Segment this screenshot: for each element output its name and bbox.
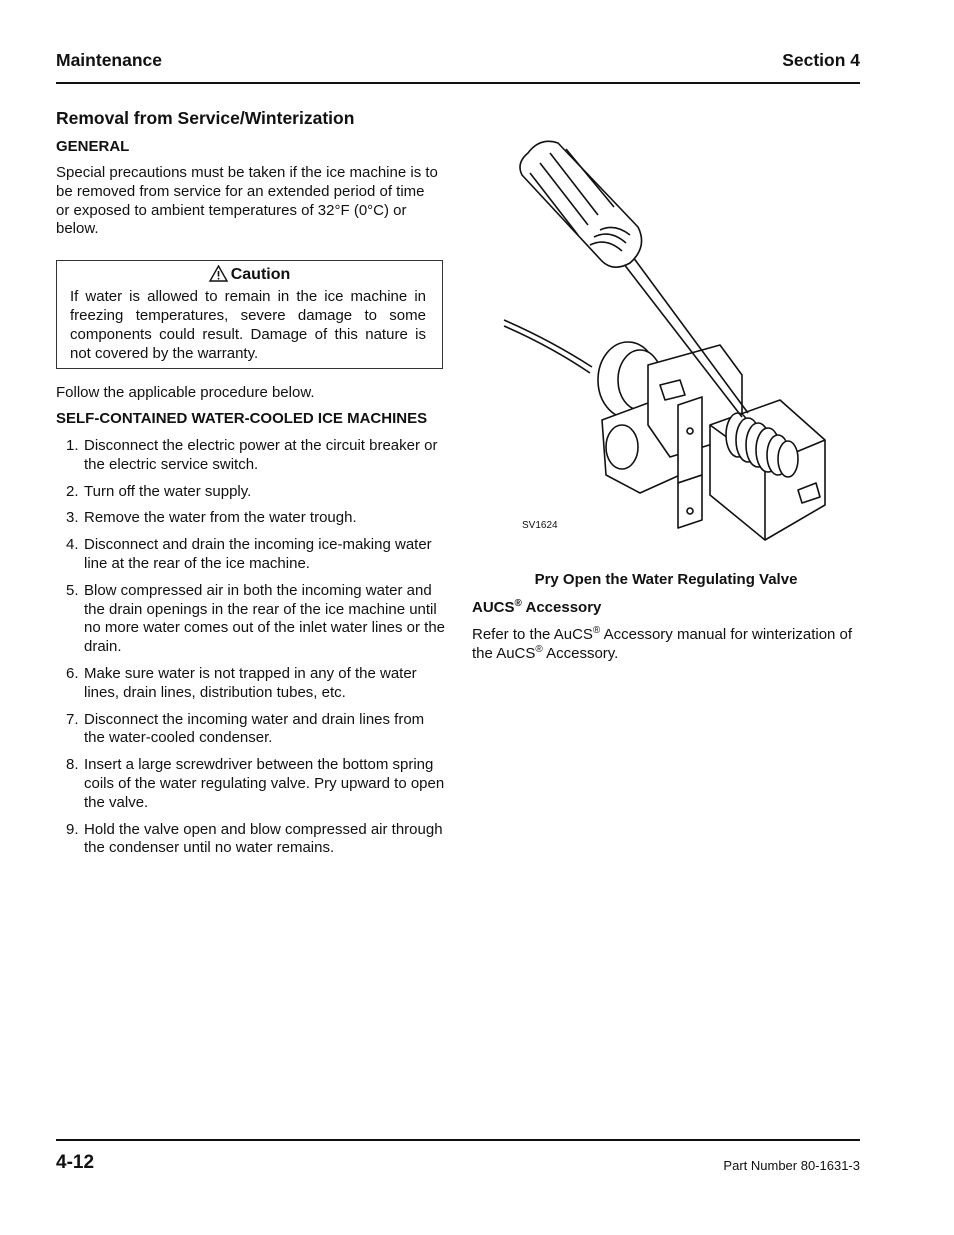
procedure-step	[56, 437, 446, 475]
footer-rule	[56, 1139, 860, 1141]
step-number: 4.	[66, 536, 79, 554]
part-number: Part Number 80-1631-3	[723, 1158, 860, 1173]
step-text: Blow compressed air in both the incoming water and the drain openings in the rear of the ice machine until no more water comes out of the inlet water lines or the drain.	[84, 581, 446, 656]
header-section-number: Section 4	[782, 50, 860, 70]
mounting-bracket	[678, 397, 702, 483]
caution-heading	[57, 265, 442, 284]
step-number: 5.	[66, 581, 79, 599]
step-text: Disconnect the incoming water and drain lines from the water-cooled condenser.	[84, 710, 425, 747]
aucs-registered-mark: ®	[514, 598, 522, 609]
step-number: 3.	[66, 509, 79, 527]
figure-caption: Pry Open the Water Regulating Valve	[534, 571, 798, 588]
water-valve-illustration	[480, 135, 840, 555]
page-number: 4-12	[56, 1152, 95, 1173]
aucs-text-reg1: ®	[592, 625, 601, 636]
section-title: Removal from Service/Winterization	[56, 108, 355, 128]
procedure-step	[56, 665, 446, 703]
procedure-step	[56, 536, 446, 574]
aucs-text-reg2: ®	[535, 643, 543, 655]
procedure-step	[56, 509, 446, 528]
figure-id: SV1624	[522, 520, 558, 531]
aucs-heading-text: AUCS	[472, 599, 515, 616]
header-rule	[56, 82, 860, 84]
aucs-text-part2: Accessory manual for winterization of the AuCS	[472, 626, 853, 662]
procedure-step	[56, 483, 446, 502]
procedure-step	[56, 821, 446, 859]
warning-icon	[209, 265, 228, 282]
procedure-heading: SELF-CONTAINED WATER-COOLED ICE MACHINES	[56, 410, 428, 427]
step-number: 9.	[66, 820, 79, 838]
step-number: 8.	[66, 756, 79, 774]
step-text: Hold the valve open and blow compressed air through the condenser until no water remains.	[84, 820, 443, 857]
step-text: Make sure water is not trapped in any of the water lines, drain lines, distribution tubes, etc.	[84, 664, 417, 701]
capillary-tube	[504, 320, 592, 367]
step-text: Disconnect the electric power at the circuit breaker or the electric service switch.	[84, 437, 438, 473]
step-text: Remove the water from the water trough.	[84, 509, 357, 527]
caution-text: If water is allowed to remain in the ice machine in freezing temperatures, severe damage to some components could result. Damage of this nature is not covered by the warranty.	[70, 288, 426, 362]
procedure-steps	[56, 437, 446, 866]
procedure-step	[56, 711, 446, 749]
aucs-heading-suffix: Accessory	[521, 599, 602, 616]
step-number: 1.	[66, 437, 79, 454]
general-heading: GENERAL	[56, 138, 130, 155]
aucs-text	[472, 626, 860, 664]
procedure-step	[56, 582, 446, 657]
step-number: 7.	[66, 710, 79, 728]
aucs-text-part3: Accessory.	[542, 644, 619, 662]
step-text: Turn off the water supply.	[84, 482, 252, 500]
screwdriver-handle	[520, 141, 642, 267]
step-text: Disconnect and drain the incoming ice-making water line at the rear of the ice machine.	[84, 536, 432, 572]
step-number: 2.	[66, 482, 79, 500]
follow-text: Follow the applicable procedure below.	[56, 384, 315, 401]
header-section-name: Maintenance	[56, 50, 162, 70]
caution-box	[56, 260, 443, 369]
caution-title: Caution	[230, 266, 291, 283]
step-text: Insert a large screwdriver between the bottom spring coils of the water regulating valve. Pry upward to open the valve.	[84, 756, 445, 811]
general-text: Special precautions must be taken if the ice machine is to be removed from service for an extended period of time or exposed to ambient temperatures of 32°F (0°C) or below.	[56, 164, 438, 238]
procedure-step	[56, 756, 446, 812]
aucs-text-part1: Refer to the AuCS	[472, 626, 593, 643]
aucs-heading	[472, 599, 601, 616]
step-number: 6.	[66, 664, 79, 682]
